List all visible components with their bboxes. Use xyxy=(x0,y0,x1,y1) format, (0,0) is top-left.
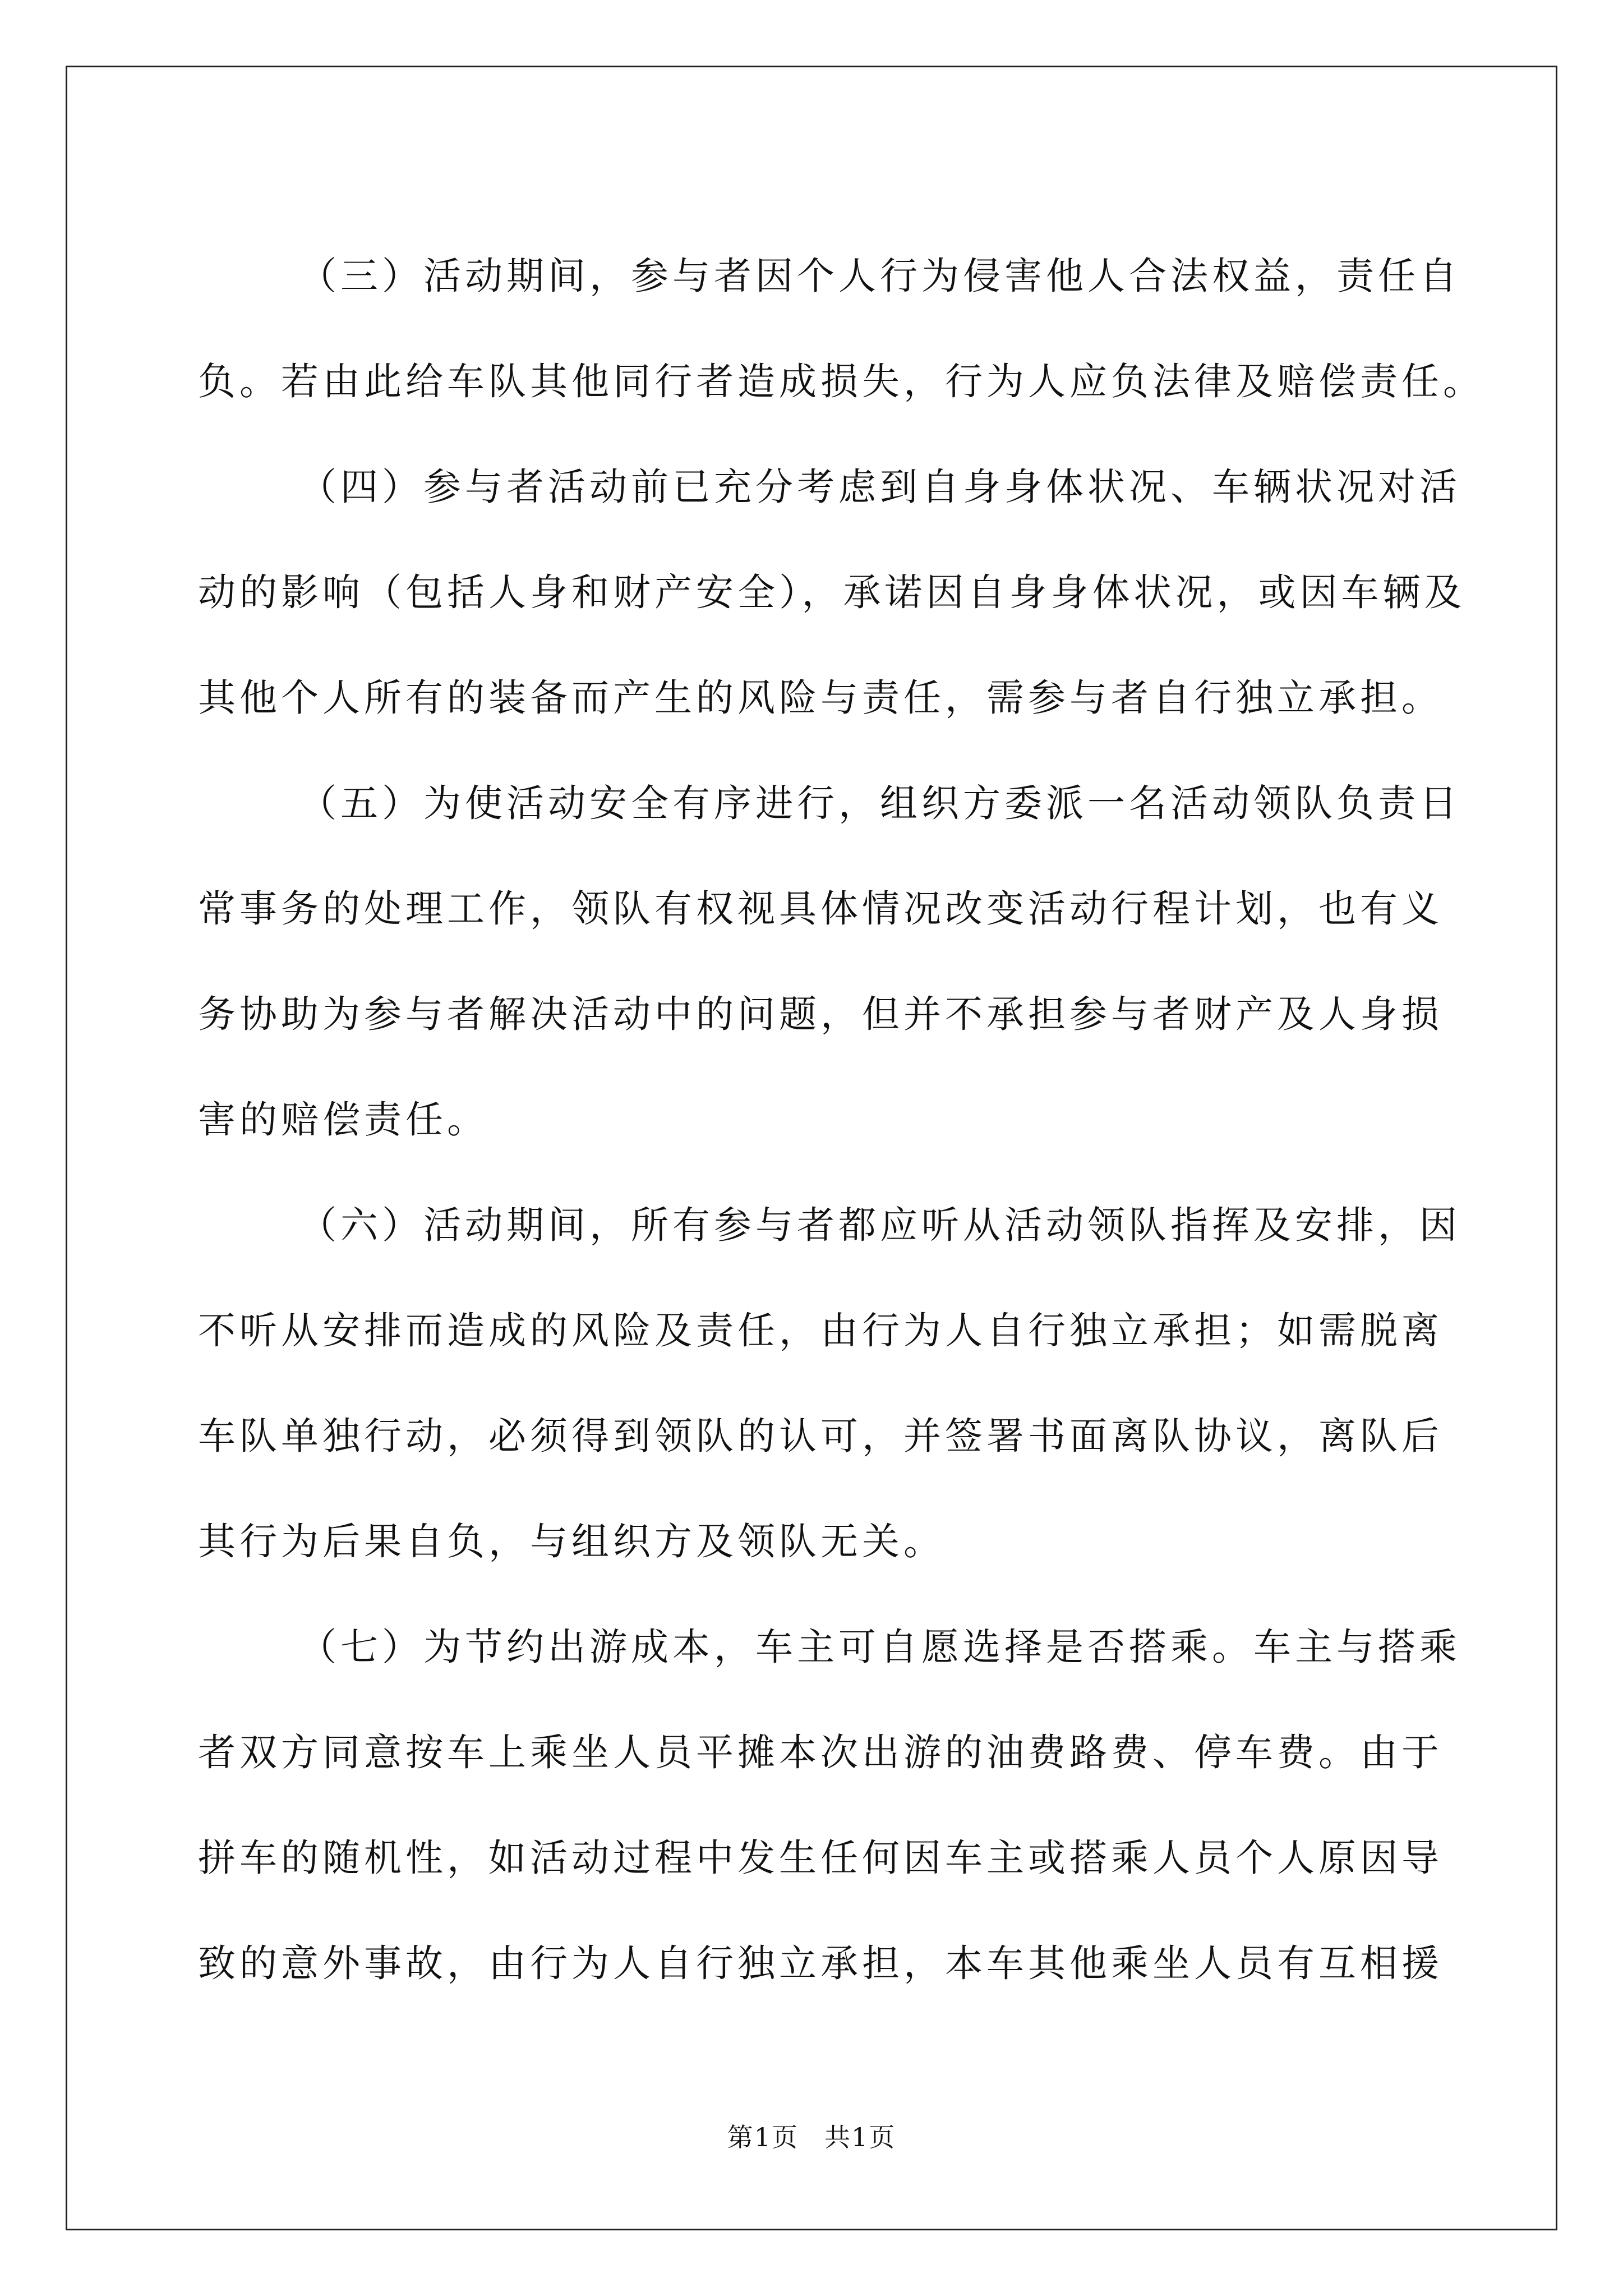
page-footer xyxy=(0,2120,1623,2154)
text-line: 拼车的随机性，如活动过程中发生任何因车主或搭乘人员个人原因导 xyxy=(198,1836,1443,1880)
text-line: 动的影响（包括人身和财产安全），承诺因自身身体状况，或因车辆及 xyxy=(198,570,1466,614)
paragraph-4 xyxy=(198,434,1466,751)
text-line: 不听从安排而造成的风险及责任，由行为人自行独立承担；如需脱离 xyxy=(198,1309,1443,1352)
page-number: 第1页 xyxy=(727,2122,799,2152)
paragraph-6 xyxy=(198,1172,1461,1594)
text-line: 负。若由此给车队其他同行者造成损失，行为人应负法律及赔偿责任。 xyxy=(198,360,1484,403)
text-line: 其他个人所有的装备而产生的风险与责任，需参与者自行独立承担。 xyxy=(198,676,1443,720)
document-body xyxy=(198,223,1484,2016)
text-line: （六）活动期间，所有参与者都应听从活动领队指挥及安排，因 xyxy=(299,1203,1461,1247)
text-line: （七）为节约出游成本，车主可自愿选择是否搭乘。车主与搭乘 xyxy=(299,1625,1461,1669)
text-line: （三）活动期间，参与者因个人行为侵害他人合法权益，责任自 xyxy=(299,254,1461,298)
text-line: 者双方同意按车上乘坐人员平摊本次出游的油费路费、停车费。由于 xyxy=(198,1731,1443,1774)
paragraph-7 xyxy=(198,1594,1461,2016)
text-line: （五）为使活动安全有序进行，组织方委派一名活动领队负责日 xyxy=(299,781,1461,825)
text-line: 常事务的处理工作，领队有权视具体情况改变活动行程计划，也有义 xyxy=(198,887,1443,931)
paragraph-5 xyxy=(198,751,1461,1172)
paragraph-3 xyxy=(198,223,1484,434)
text-line: 害的赔偿责任。 xyxy=(198,1098,488,1142)
text-line: 其行为后果自负，与组织方及领队无关。 xyxy=(198,1520,945,1563)
text-line: 务协助为参与者解决活动中的问题，但并不承担参与者财产及人身损 xyxy=(198,992,1443,1036)
page-total: 共1页 xyxy=(824,2122,896,2152)
text-line: （四）参与者活动前已充分考虑到自身身体状况、车辆状况对活 xyxy=(299,465,1461,509)
text-line: 致的意外事故，由行为人自行独立承担，本车其他乘坐人员有互相援 xyxy=(198,1941,1443,1985)
text-line: 车队单独行动，必须得到领队的认可，并签署书面离队协议，离队后 xyxy=(198,1414,1443,1458)
